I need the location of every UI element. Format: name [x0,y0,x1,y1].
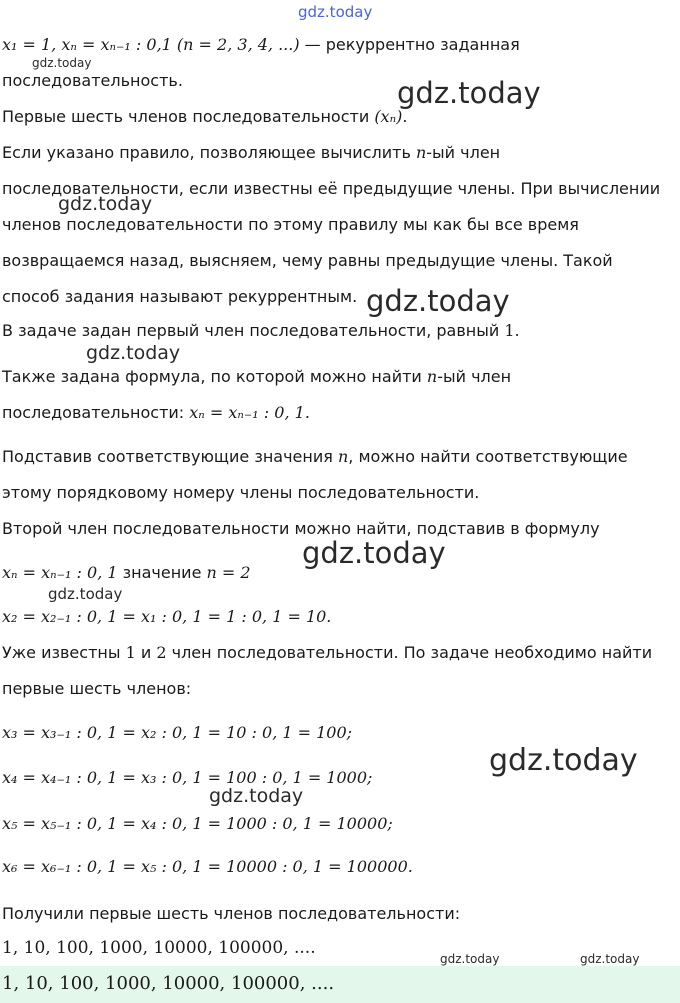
intro-text: — рекуррентно заданная [299,35,520,54]
math-n: n [337,447,349,466]
first-six-heading [2,106,407,128]
math-value: 1 [125,643,136,662]
text: -ый член [426,143,501,162]
watermark: gdz.today [58,193,153,215]
intro-line-2: последовательность. [2,71,183,90]
first-term-line [2,320,520,342]
text: Подставив соответствующие значения [2,447,338,466]
watermark: gdz.today [48,585,123,603]
text: Также задана формула, по которой можно найти [2,367,427,386]
second-term-line-1: Второй член последовательности можно найти, подставив в формулу [2,519,600,538]
x4-equation: x₄ = x₄₋₁ : 0, 1 = x₃ : 0, 1 = 100 : 0, 1 = 1000; [2,768,373,787]
recurrence-formula: x₁ = 1, xₙ = xₙ₋₁ : 0,1 (n = 2, 3, 4, ...) [2,35,300,54]
text: и [135,643,157,662]
rule-line-2: последовательности, если известны её предыдущие члены. При вычислении [2,179,661,198]
math-value: 1 [504,321,515,340]
text: , можно найти соответствующие [348,447,628,466]
substitution-line-2: этому порядковому номеру члены последовательности. [2,483,480,502]
math-value: 2 [156,643,167,662]
watermark: gdz.today [366,284,510,318]
text: Уже известны [2,643,126,662]
math-n: n [415,143,427,162]
x3-equation: x₃ = x₃₋₁ : 0, 1 = x₂ : 0, 1 = 10 : 0, 1 = 100; [2,723,353,742]
known-terms-line [2,642,652,664]
math-n-value: n = 2 [206,563,251,582]
text: последовательности: [2,403,190,422]
result-label: Получили первые шесть членов последовательности: [2,904,461,923]
text: В задаче задан первый член последовательности, равный [2,321,505,340]
watermark: gdz.today [440,952,500,966]
first-six-label: первые шесть членов: [2,679,192,698]
watermark: gdz.today [209,785,304,807]
substitution-line-1 [2,446,628,468]
rule-line-1 [2,142,500,164]
text: значение [117,563,207,582]
formula-line-1 [2,366,511,388]
period: . [402,107,408,126]
watermark: gdz.today [489,743,638,778]
period: . [514,321,520,340]
text: -ый член [437,367,512,386]
watermark: gdz.today [580,952,640,966]
watermark: gdz.today [32,56,92,70]
rule-line-4: возвращаемся назад, выясняем, чему равны предыдущие члены. Такой [2,251,613,270]
intro-line-1 [2,34,520,56]
answer-sequence: 1, 10, 100, 1000, 10000, 100000, .... [2,973,335,994]
x2-equation: x₂ = x₂₋₁ : 0, 1 = x₁ : 0, 1 = 1 : 0, 1 = 10. [2,607,332,626]
second-term-line-2 [2,562,251,584]
text: член последовательности. По задаче необходимо найти [166,643,653,662]
math-formula: xₙ = xₙ₋₁ : 0, 1. [189,403,310,422]
x6-equation: x₆ = x₆₋₁ : 0, 1 = x₅ : 0, 1 = 10000 : 0, 1 = 100000. [2,857,413,876]
watermark: gdz.today [397,76,541,110]
result-sequence: 1, 10, 100, 1000, 10000, 100000, .... [2,938,316,958]
math-formula: xₙ = xₙ₋₁ : 0, 1 [2,563,118,582]
watermark: gdz.today [86,342,181,364]
heading-text: Первые шесть членов последовательности [2,107,375,126]
text: Если указано правило, позволяющее вычислить [2,143,416,162]
rule-line-3: членов последовательности по этому правилу мы как бы все время [2,215,579,234]
formula-line-2 [2,402,310,424]
sequence-symbol: (xₙ) [374,107,403,126]
x5-equation: x₅ = x₅₋₁ : 0, 1 = x₄ : 0, 1 = 1000 : 0, 1 = 10000; [2,814,393,833]
watermark-top: gdz.today [298,3,373,21]
rule-line-5: способ задания называют рекуррентным. [2,287,358,306]
math-n: n [426,367,438,386]
watermark: gdz.today [302,536,446,570]
